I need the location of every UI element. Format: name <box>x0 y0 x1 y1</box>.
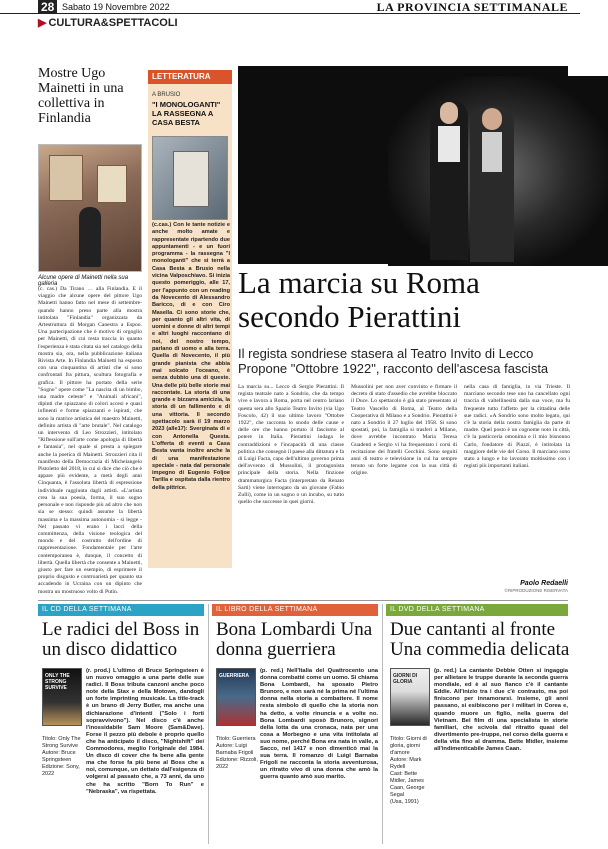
book-meta <box>216 736 260 771</box>
actor-head <box>440 102 458 124</box>
book-section-label: IL LIBRO DELLA SETTIMANA <box>212 604 378 616</box>
actor-shirt <box>482 132 502 172</box>
dvd-review-body: (p. red.) La cantante Debbie Otten si ingaggia per allietare le truppe durante la seconda guerra mondiale, ed è al suo fianco c'è il cantante Eddie. All'inizio tra i due c'è contrasto, ma poi finiscono per innamorarsi. Insieme, gli anni passano, si esibiscono per i militari in Corea e, quando muore un figlio, nella guerra del Vietnam. Bel film di una specialista in storie familiari, che scivola dal ritratto quasi del divertimento pre-truppe, nel corso della guerra e della vita fino al dramma. Bette Midler, insieme all'indimenticabile James Caan. <box>434 668 568 753</box>
triangle-icon: ▶ <box>38 17 47 29</box>
left-story-headline: Mostre Ugo Mainetti in una collettiva in Finlandia <box>38 66 124 126</box>
author-byline: Paolo Redaelli <box>520 580 568 587</box>
section-label-text: CULTURA&SPETTACOLI <box>48 17 178 29</box>
section-divider <box>38 600 568 601</box>
actor-head <box>482 108 502 130</box>
actor-figure <box>430 100 468 260</box>
book-cover <box>216 668 256 726</box>
meta-line: Titolo: Only The Strong Survive <box>42 736 81 749</box>
dvd-section-label: IL DVD DELLA SETTIMANA <box>386 604 568 616</box>
column-divider <box>382 604 383 844</box>
left-photo-caption: Alcune opere di Mainetti nella sua galleria <box>38 275 129 287</box>
main-story-column: Mussolini per non aver convinto e firmare il decreto di stato d'assedio che avrebbe bloccato il Duce. Lo spettacolo è già stato presentato al Teatro Vascello di Roma, al Teatro della Cooperativa di Milano e a Sondrio. Pierattini è nato a Sondrio il 27 luglio del 1958. Si sono spostati, poi, la famiglia si trasferì a Milano, dove avrebbe incontrato Maria Teresa Guadenti e Sergio vi ha frequentato i corsi di recitazione dei fratelli Cecchini. Sono seguiti anni di teatro e televisione in cui ha sempre tenuto un forte legame con la sua città di origine. <box>351 384 457 477</box>
meta-line: Edizione: Sony, 2022 <box>42 764 80 777</box>
issue-date: Sabato 19 Novembre 2022 <box>62 2 170 12</box>
book-review-body: (p. red.) Nell'Italia del Quattrocento una donna combatté come un uomo. Si chiama Bona Lombardi, ha sposato Pietro Brunoro, e non sarà né la prima né l'ultima donna nella storia a combattere. Il nome resta simbolo di quello che la storia non ha detto, a volte rinuncia e a volte no. Bona Lombardi sposò Brunoro, signori della lotta da una cronaca, nata per una cosa a Morbegno e una vita intitolata al suo nome, perché Bona era nata in valle, a Sacco, nel 1417 e non dimenticò mai la sua terra. Il romanzo di Luigi Barnaba Frigoli ne racconta la storia avventurosa, un ritratto vivo di una donna che amò la guerra quanto amò suo marito. <box>260 668 378 781</box>
meta-line: Titolo: Giorni di gloria, giorni d'amore <box>390 736 427 756</box>
meta-line: Autore: Mark Rydell <box>390 757 422 770</box>
main-headline: La marcia su Roma secondo Pierattini <box>238 265 480 334</box>
meta-line: (Usa, 1991) <box>390 799 419 805</box>
section-label <box>38 16 178 29</box>
meta-line: Edizione: Rizzoli, 2022 <box>216 757 258 770</box>
actor-figure <box>470 106 514 262</box>
meta-line: Autore: Bruce Springsteen <box>42 750 76 763</box>
left-story-body: (c. cas.) Da Tirano … alla Finlandia. E il viaggio che alcune opere del pittore Ugo Mainetti hanno fatto nel mese di settembre-quando hanno preso parte alla mostra intitolata "Finlandia" organizzata da Artestruttura di Morgan Canestra a Espoo. Una partecipazione che è motivo di orgoglio per Mainetti, di cui resta traccia in quanto l'esperienza è stata citata sia nel catalogo della mostra sia, ora, nella pubblicazione italiana Rivista Arte. In Finlandia Mainetti ha esposto con una cinquantina di artisti che si sono confrontati fra pittura, scultura fotografia e grafica. Il pittore ha portato della serie "Sogno" opere come "La nascita di un bimbo, una madre celeste" e "Animali africani", dipinti che spiazzano di colori accesi e quasi infinenti e forme spiazzanti e ispirati, che sono la matrice artistica del maestro Mainetti, definito artista di "arte brutale". Nel catalogo un intervento di Leo Strozzieri, intitolato "Riflessione sull'arte come apologia di libertà e fantasia", nel quale si presta a spiegare anche la poetica di Mainetti. Strozzieri cita il manifesto della Democrazia di Michelangelo Pistoletto del 2018, in cui si dice che ciò che è appare più evidente, a metà degli anni Cinquanta, è l'assoluta libertà di espressione individuale raggiunta dagli artisti. «L'artista crea la sua poesia, forma, il suo sogno personale e non risponde più ad altro che non sia se stesso: quindi assume la libertà massima e la massima autonomia - si legge - Nel passato vi erano i lacci della committenza, della visione teologica del mondo e del costrutto dell'ordine di rappresentazione. Fondamentale per l'arte contemporanea è, dunque, il concetto di libertà. Quella libertà che consente a Mainetti, giusto per fare un esempio, di esprimere il proprio disgusto e controarietà per quanto sta accadendo in Ucraina con un dipinto che mostra un mostruoso volto di Putin. <box>38 286 142 595</box>
dvd-meta <box>390 736 434 806</box>
letteratura-title: "I MONOLOGANTI" LA RASSEGNA A CASA BESTA <box>152 100 221 127</box>
meta-line: Titolo: Guerriera <box>216 736 256 742</box>
casa-besta-photo <box>152 136 228 220</box>
meta-line: Cast: Bette Midler, James Caan, George Segal <box>390 771 425 798</box>
cd-title: Le radici del Boss in un disco didattico <box>42 619 200 660</box>
book-cover-text: GUERRIERA <box>219 673 250 679</box>
mainetti-gallery-photo <box>38 144 142 272</box>
cd-section-label: IL CD DELLA SETTIMANA <box>38 604 204 616</box>
book-title: Bona Lombardi Una donna guerriera <box>216 619 373 660</box>
painting <box>49 155 83 201</box>
newspaper-brand: LA PROVINCIA SETTIMANALE <box>376 0 568 14</box>
cd-cover <box>42 668 82 726</box>
letteratura-kicker: A BRUSIO <box>152 92 181 98</box>
meta-line: Autore: Luigi Barnaba Frigoli <box>216 743 254 756</box>
main-subheadline: Il regista sondriese stasera al Teatro Invito di Lecco Propone "Ottobre 1922", racconto dell'ascesa fascista <box>238 346 549 376</box>
main-story-column: nella casa di famiglia, in via Trieste. Il marciano secondo tese uno ha cancellato ogni traccia di valtellinesità dalla sua voce, ma fu frequente tutto l'affetto per la cittadina delle sue radici. «A Sondrio sono molto legato, qui c'è la storia della nostra famiglia da parte di madre. Quel posto è un cognome noto in città, c'è la pasticceria omonima e il mio bisnonno Carlo, fondatore di Piazzi, è intitolata la maggiore delle vie del Corso. Il marciano sono stato a lungo e ho lavorato moltissimo con i registi più importanti italiani. <box>464 384 570 470</box>
cd-meta <box>42 736 86 778</box>
cd-cover-text: ONLY THE STRONG SURVIVE <box>45 673 70 691</box>
painting <box>97 165 127 203</box>
dvd-cover <box>390 668 430 726</box>
letteratura-label: LETTERATURA <box>148 70 232 84</box>
main-story-column: La marcia su... Lecco di Sergio Pierattini. Il regista teatrale nato a Sondrio, che da tempo vive e lavora a Roma, porta nel centro lariano questa sera allo Spazio Teatro Invito (via Ugo Foscolo, 42) il suo ultimo lavoro "Ottobre 1922", che racconta lo snodo delle cause e delle ore che hanno portato il fascismo al potere in Italia. Pierattini indaga le contraddizioni e l'incapacità di una classe politica che consegnò il paese alla dittatura e fa di Luigi Facta, capo dell'ultimo governo prima dell'avvento di Mussolini, il protagonista principale della storia. Nella finzione drammaturgica Facta (interpretato da Renato Sarti) viene interrogato da un giovane (Fabio Zulli), come in un sogno o un incubo, su tutto quello che successe in quei giorni. <box>238 384 344 506</box>
letteratura-body: (c.cas.) Con le tante notizie e anche molto amate e rappresentate ripartendo due appuntamenti - e un fuori programma - la rassegna "I monologanti" che si terrà a Casa Besta a Brusio nella vicina Valposchiavo. Si inizia questo pomeriggio, alle 17, per l'appunto con un reading da Novecento di Alessandro Baricco, di e con Ciro Masella. Ci sono storie che, per quanto gli altri vita, di uomini e donne di altri tempi e altri luoghi raccontano di noi, del nostro tempo, parlano di uomo e alla terra. Quella di Novecento, il più grande pianista che abbia mai solcato l'oceano, è senza dubbio una di queste. Una delle più belle storie mai raccontate. La storia di una grande e bizzarra amicizia, la storia di un fallimento e di una vittoria. Il secondo spettacolo sarà il 19 marzo 2023 (alle17): Sverginata di e con Antonella Questa. L'offerta di eventi a Casa Besta vanta inoltre anche la di una manifestazione speciale - nata dal personale impegno di Eugenio Foljoe Tarilla e ospitata dalla rientro della pittrice. <box>152 222 230 491</box>
dvd-title: Due cantanti al fronte Una commedia delicata <box>390 619 570 660</box>
page-number: 28 <box>38 0 57 14</box>
portrait-frame <box>173 151 209 207</box>
actor-shirt <box>438 126 460 162</box>
dvd-cover-text: GIORNI DI GLORIA <box>393 673 418 685</box>
rights-notice: ©RIPRODUZIONE RISERVATA <box>504 588 568 593</box>
column-divider <box>208 604 209 844</box>
person-figure <box>79 207 101 267</box>
theatre-stage-photo <box>238 66 568 264</box>
cd-review-body: (r. prod.) L'ultimo di Bruce Springsteen è un nuovo omaggio a una parte delle sue radici. Il Boss tributa canzoni anche poco note della Stax e della Motown, dandogli un forte imprinting musicale. La title-track è un brano di Jerry Butler, ma anche una dichiarazione d'intenti ("Solo i forti sopravvivono"). Nel disco c'è anche l'inossidabile Sam Moore (Sam&Dave). Forse il pezzo più debole è proprio quello che ha anticipato il disco, "Nightshift" dei Commodores, meglio l'originale del 1984. Un disco di cover che fa bene alla gente ma che forse fa più bene al Boss che a noi, comunque, un dettato dall'esigenza di volgersi al passato che, a 73 anni, da uno che ha scritto "Born To Run" e "Nebraska", va rispettata. <box>86 668 204 795</box>
